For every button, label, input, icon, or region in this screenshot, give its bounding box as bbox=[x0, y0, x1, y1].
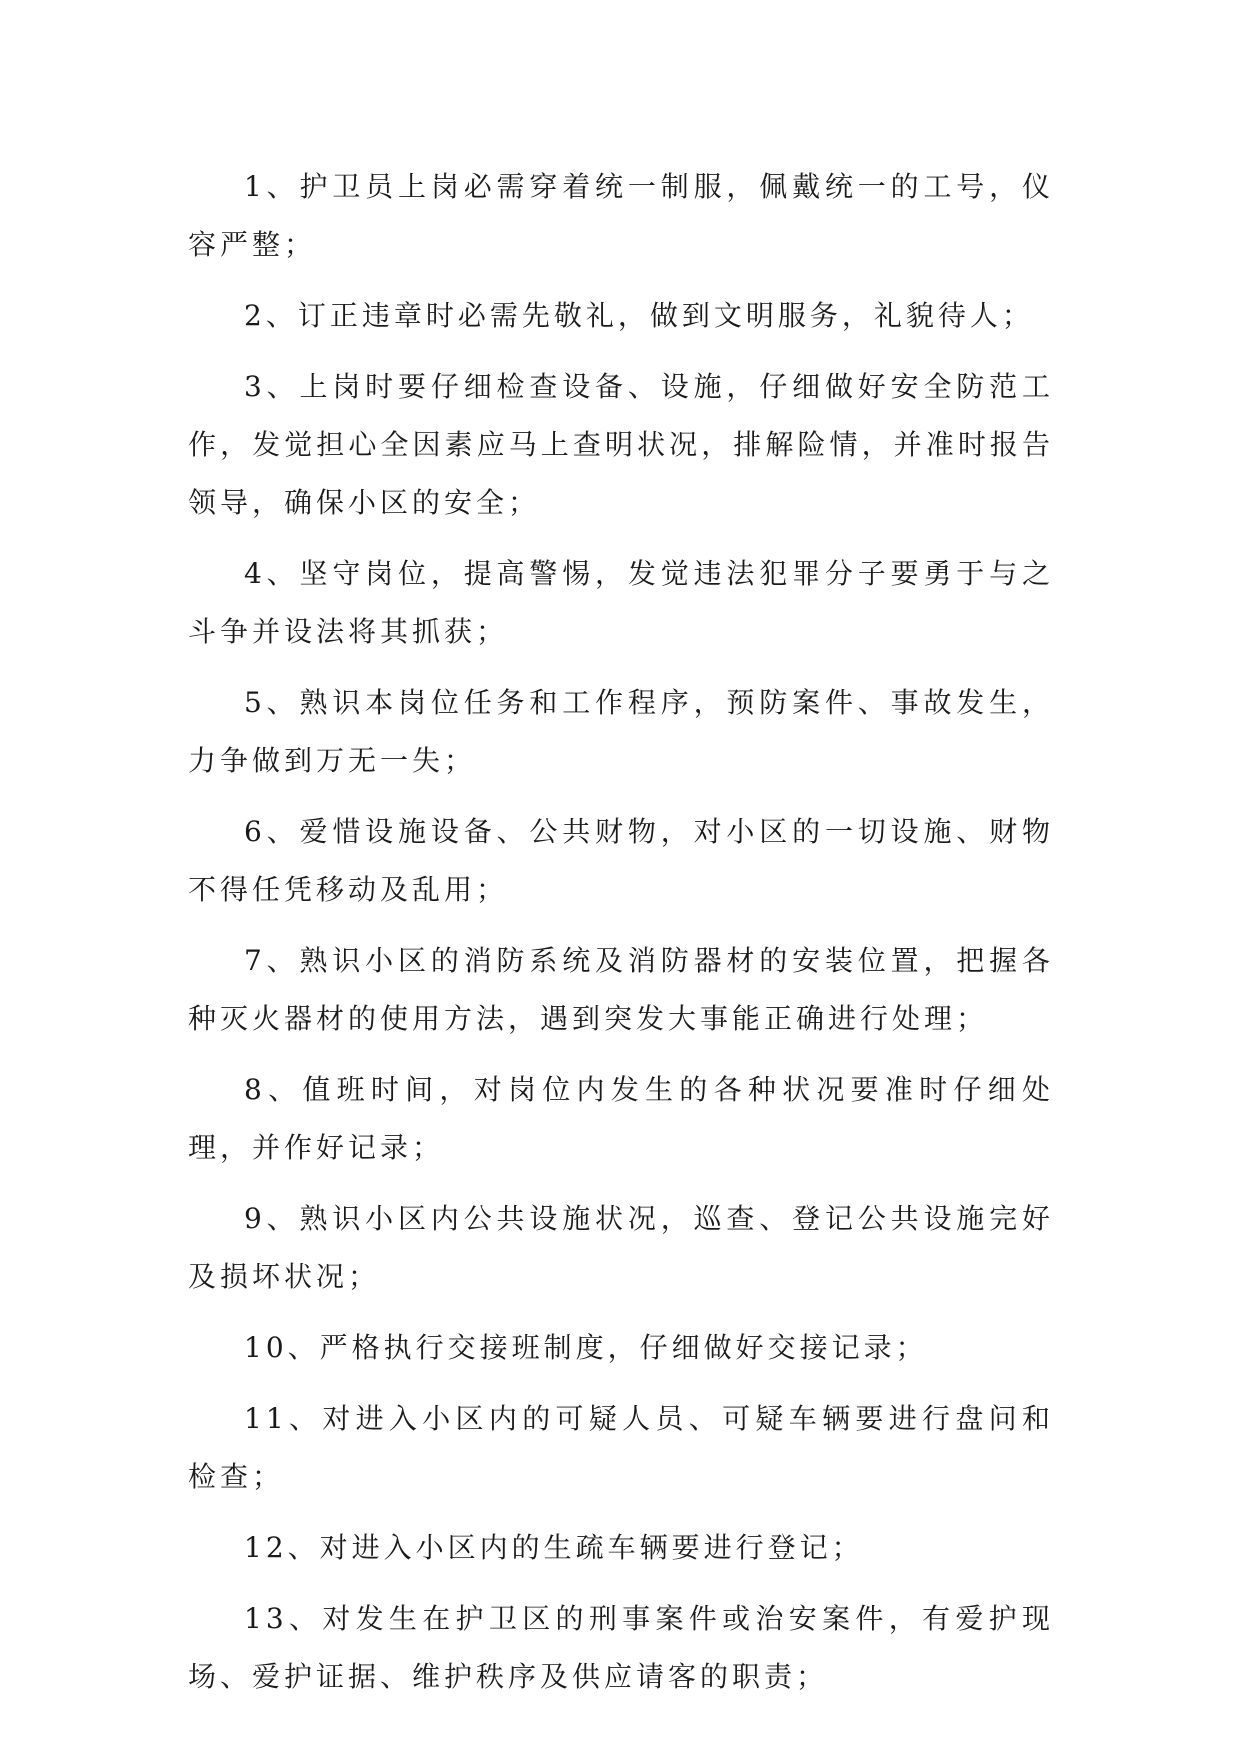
paragraph: 12、对进入小区内的生疏车辆要进行登记； bbox=[244, 1531, 864, 1564]
paragraph: 8、值班时间，对岗位内发生的各种状况要准时仔细处理，并作好记录； bbox=[188, 1073, 1054, 1164]
document-body bbox=[188, 158, 1054, 1719]
paragraph: 7、熟识小区的消防系统及消防器材的安装位置，把握各种灭火器材的使用方法，遇到突发大事能正确进行处理； bbox=[188, 944, 1054, 1035]
paragraph: 4、坚守岗位，提高警惕，发觉违法犯罪分子要勇于与之斗争并设法将其抓获； bbox=[188, 557, 1054, 648]
paragraph: 6、爱惜设施设备、公共财物，对小区的一切设施、财物不得任凭移动及乱用； bbox=[188, 815, 1054, 906]
paragraph: 3、上岗时要仔细检查设备、设施，仔细做好安全防范工作，发觉担心全因素应马上查明状况，排解险情，并准时报告领导，确保小区的安全； bbox=[188, 370, 1054, 519]
paragraph: 11、对进入小区内的可疑人员、可疑车辆要进行盘问和检查； bbox=[188, 1402, 1054, 1493]
paragraph: 13、对发生在护卫区的刑事案件或治安案件，有爱护现场、爱护证据、维护秩序及供应请客的职责； bbox=[188, 1602, 1054, 1693]
paragraph: 5、熟识本岗位任务和工作程序，预防案件、事故发生，力争做到万无一失； bbox=[188, 686, 1054, 777]
paragraph: 9、熟识小区内公共设施状况，巡查、登记公共设施完好及损坏状况； bbox=[188, 1202, 1054, 1293]
paragraph: 1、护卫员上岗必需穿着统一制服，佩戴统一的工号，仪容严整； bbox=[188, 170, 1054, 261]
paragraph: 10、严格执行交接班制度，仔细做好交接记录； bbox=[244, 1331, 928, 1364]
paragraph: 2、订正违章时必需先敬礼，做到文明服务，礼貌待人； bbox=[244, 299, 1034, 332]
